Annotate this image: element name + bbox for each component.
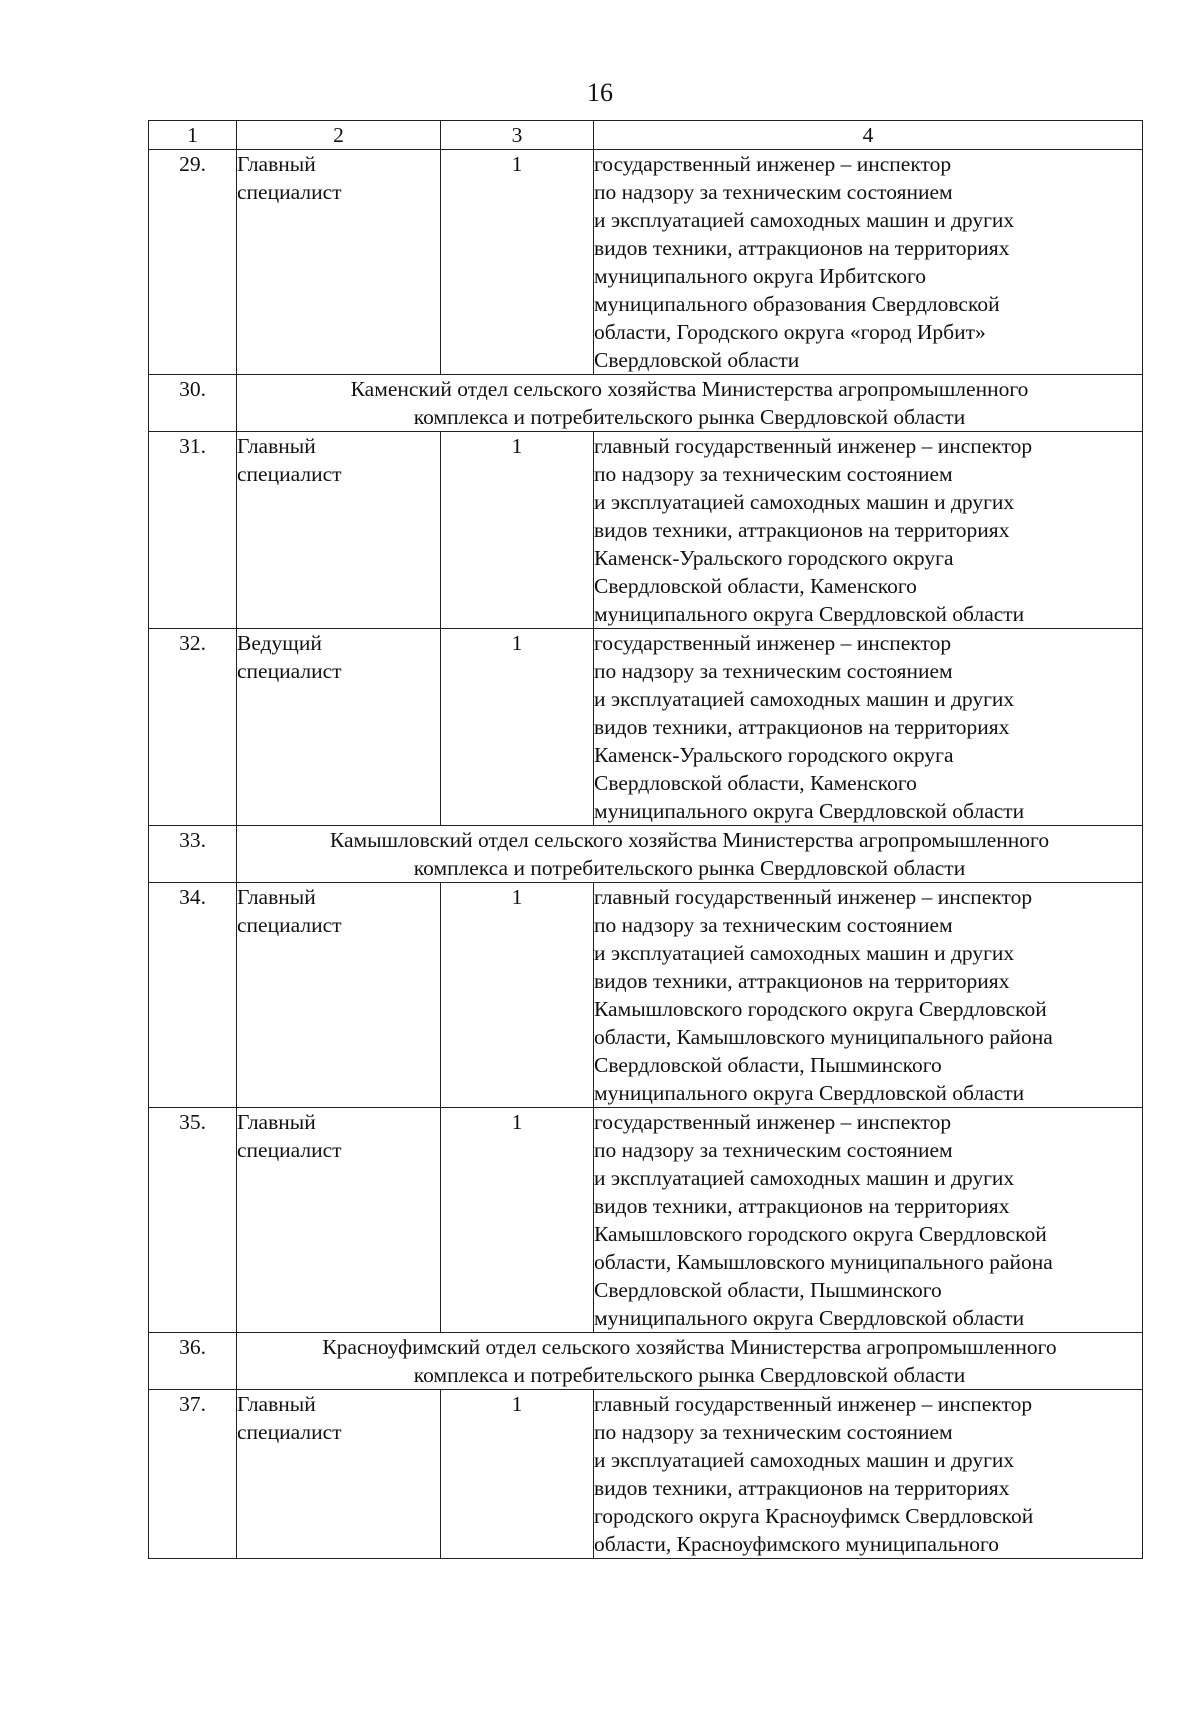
row-number: 32.	[149, 629, 237, 826]
department-row	[149, 826, 1143, 883]
position-description: главный государственный инженер – инспектор по надзору за техническим состоянием и эксплуатацией самоходных машин и других видов техники, аттракционов на территориях Каменск-Уральского городского округа Свердловской области, Каменского муниципального округа Свердловской области	[594, 432, 1143, 629]
page-number: 16	[587, 78, 613, 107]
table-header-row	[149, 121, 1143, 150]
row-number: 31.	[149, 432, 237, 629]
position-title: Главный специалист	[237, 150, 441, 375]
department-name: Каменский отдел сельского хозяйства Министерства агропромышленного комплекса и потребительского рынка Свердловской области	[237, 375, 1143, 432]
position-title: Главный специалист	[237, 883, 441, 1108]
position-description: государственный инженер – инспектор по надзору за техническим состоянием и эксплуатацией самоходных машин и других видов техники, аттракционов на территориях муниципального округа Ирбитского муниципального образования Свердловской области, Городского округа «город Ирбит» Свердловской области	[594, 150, 1143, 375]
position-title: Главный специалист	[237, 1108, 441, 1333]
position-description: государственный инженер – инспектор по надзору за техническим состоянием и эксплуатацией самоходных машин и других видов техники, аттракционов на территориях Камышловского городского округа Свердловской области, Камышловского муниципального района Свердловской области, Пышминского муниципального округа Свердловской области	[594, 1108, 1143, 1333]
row-number: 35.	[149, 1108, 237, 1333]
table-row	[149, 883, 1143, 1108]
column-header-2: 2	[237, 121, 441, 150]
staffing-table	[148, 120, 1143, 1559]
department-row	[149, 1333, 1143, 1390]
row-number: 29.	[149, 150, 237, 375]
row-number: 34.	[149, 883, 237, 1108]
column-header-1: 1	[149, 121, 237, 150]
position-title: Главный специалист	[237, 1390, 441, 1559]
position-quantity: 1	[441, 883, 594, 1108]
row-number: 33.	[149, 826, 237, 883]
table-row	[149, 1390, 1143, 1559]
row-number: 37.	[149, 1390, 237, 1559]
position-description: главный государственный инженер – инспектор по надзору за техническим состоянием и эксплуатацией самоходных машин и других видов техники, аттракционов на территориях городского округа Красноуфимск Свердловской области, Красноуфимского муниципального	[594, 1390, 1143, 1559]
department-row	[149, 375, 1143, 432]
department-name: Камышловский отдел сельского хозяйства Министерства агропромышленного комплекса и потребительского рынка Свердловской области	[237, 826, 1143, 883]
table-row	[149, 629, 1143, 826]
position-quantity: 1	[441, 1390, 594, 1559]
position-quantity: 1	[441, 1108, 594, 1333]
row-number: 30.	[149, 375, 237, 432]
column-header-3: 3	[441, 121, 594, 150]
position-quantity: 1	[441, 629, 594, 826]
position-title: Главный специалист	[237, 432, 441, 629]
table-row	[149, 1108, 1143, 1333]
position-quantity: 1	[441, 150, 594, 375]
row-number: 36.	[149, 1333, 237, 1390]
position-description: государственный инженер – инспектор по надзору за техническим состоянием и эксплуатацией самоходных машин и других видов техники, аттракционов на территориях Каменск-Уральского городского округа Свердловской области, Каменского муниципального округа Свердловской области	[594, 629, 1143, 826]
position-description: главный государственный инженер – инспектор по надзору за техническим состоянием и эксплуатацией самоходных машин и других видов техники, аттракционов на территориях Камышловского городского округа Свердловской области, Камышловского муниципального района Свердловской области, Пышминского муниципального округа Свердловской области	[594, 883, 1143, 1108]
column-header-4: 4	[594, 121, 1143, 150]
table-row	[149, 432, 1143, 629]
department-name: Красноуфимский отдел сельского хозяйства Министерства агропромышленного комплекса и потребительского рынка Свердловской области	[237, 1333, 1143, 1390]
position-quantity: 1	[441, 432, 594, 629]
table-row	[149, 150, 1143, 375]
position-title: Ведущий специалист	[237, 629, 441, 826]
